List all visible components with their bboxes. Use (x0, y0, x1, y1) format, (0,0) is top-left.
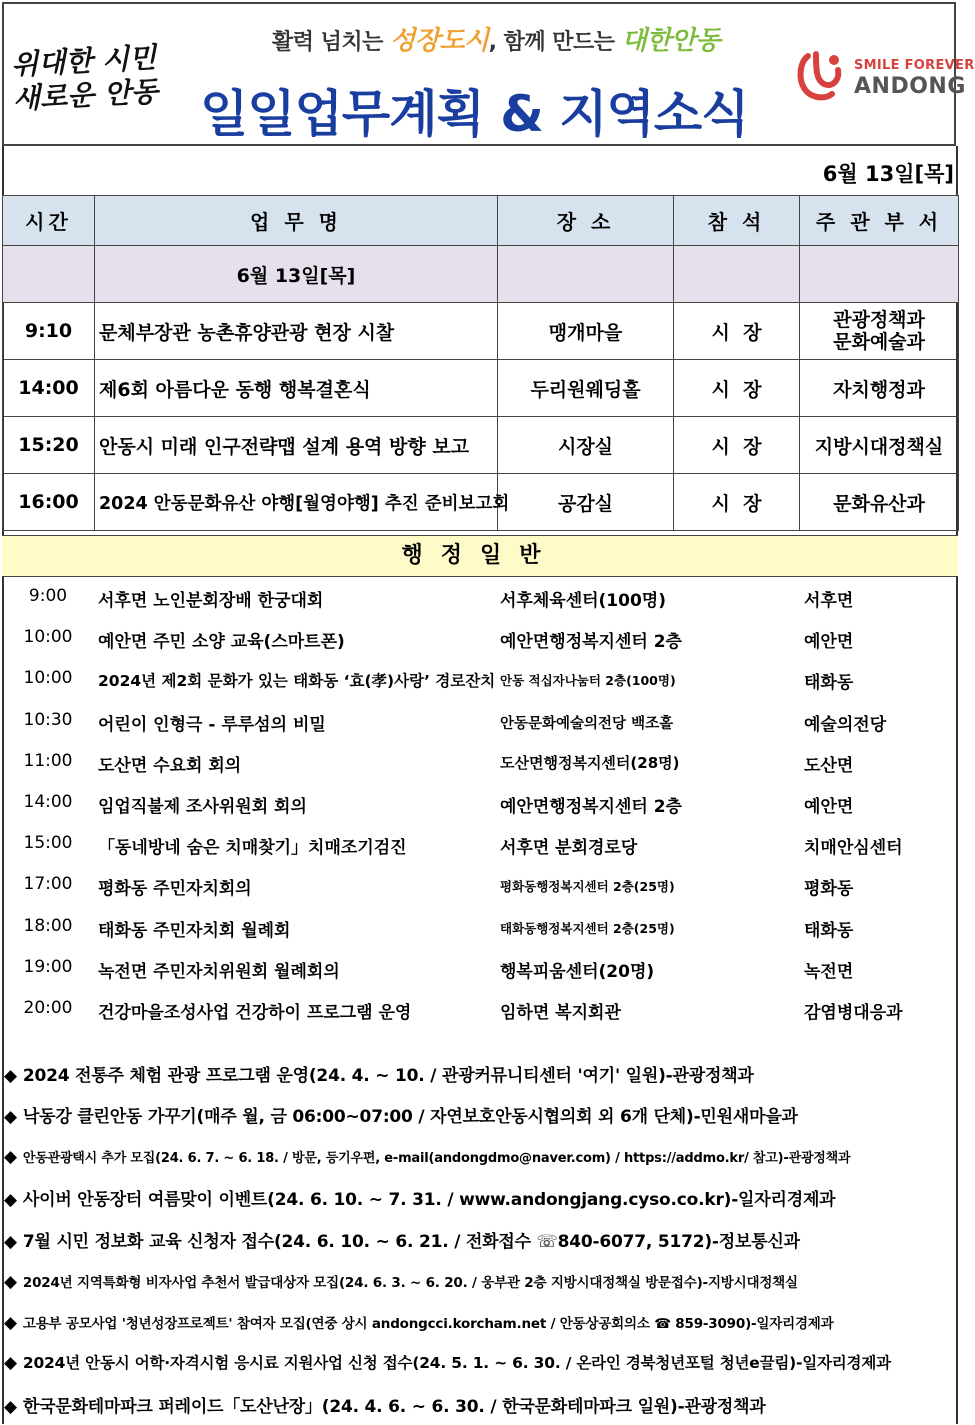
list-item (4, 823, 954, 864)
item-title: 어린이 인형극 - 루루섬의 비밀 (98, 714, 326, 735)
table-row (3, 417, 959, 474)
notice-item (4, 1176, 956, 1217)
item-time: 10:30 (23, 709, 73, 730)
item-place: 임하면 복지회관 (500, 1002, 621, 1023)
item-place: 태화동행정복지센터 2층(25명) (500, 920, 675, 936)
item-title: 도산면 수요회 회의 (98, 755, 242, 776)
list-item (4, 947, 954, 988)
logo-text-smile: SMILE FOREVER (854, 58, 975, 73)
header-time: 시간 (3, 196, 95, 246)
bullet-icon: ◆ (4, 1271, 17, 1292)
item-title: 「동네방네 숨은 치매찾기」치매조기검진 (98, 838, 407, 859)
list-item (4, 906, 954, 947)
item-title: 녹전면 주민자치위원회 월례회의 (98, 961, 340, 982)
slogan-left-line2: 새로운 안동 (12, 74, 159, 116)
item-dept: 예안면 (804, 796, 854, 817)
item-dept: 태화동 (804, 920, 854, 941)
notice-item (4, 1259, 956, 1300)
list-item (4, 617, 954, 658)
row-dept-line1: 관광정책과 (833, 309, 925, 331)
item-place: 예안면행정복지센터 2층 (500, 796, 682, 817)
notice-text: 한국문화테마파크 퍼레이드「도산난장」(24. 4. 6. ~ 6. 30. / 한국문화테마파크 일원)-관광정책과 (22, 1397, 766, 1418)
row-place: 시장실 (498, 417, 674, 474)
date-label: 6월 13일[목] (822, 162, 954, 186)
row-place: 공감실 (498, 474, 674, 531)
row-place: 맹개마을 (498, 303, 674, 360)
notice-text: 2024 전통주 체험 관광 프로그램 운영(24. 4. ~ 10. / 관광커뮤니티센터 '여기' 일원)-관광정책과 (22, 1066, 754, 1086)
page-title: 일일업무계획 & 지역소식 (200, 85, 749, 143)
bullet-icon: ◆ (4, 1146, 17, 1167)
day-row (3, 246, 959, 303)
notice-text: 2024년 안동시 어학·자격시험 응시료 지원사업 신청 접수(24. 5. 1. ~ 6. 30. / 온라인 경북청년포털 청년e끌림)-일자리경제과 (22, 1353, 891, 1372)
day-cell-empty (498, 246, 674, 303)
row-dept: 지방시대정책실 (800, 417, 959, 474)
item-time: 20:00 (23, 997, 73, 1018)
item-time: 15:00 (23, 833, 73, 854)
notice-item (4, 1300, 956, 1341)
row-place: 두리원웨딩홀 (498, 360, 674, 417)
notice-text: 낙동강 클린안동 가꾸기(매주 월, 금 06:00~07:00 / 자연보호안동시협의회 외 6개 단체)-민원새마을과 (22, 1107, 798, 1128)
notice-text: 2024년 지역특화형 비자사업 추천서 발급대상자 모집(24. 6. 3. ~ 6. 20. / 웅부관 2층 지방시대정책실 방문접수)-지방시대정책실 (22, 1274, 798, 1291)
bullet-icon: ◆ (4, 1231, 17, 1252)
item-dept: 도산면 (804, 755, 854, 776)
header-place: 장 소 (498, 196, 674, 246)
row-attend: 시 장 (674, 303, 800, 360)
slogan-top-b: 성장도시 (390, 26, 489, 56)
item-dept: 서후면 (804, 591, 854, 611)
item-title: 예안면 주민 소양 교육(스마트폰) (98, 632, 345, 653)
bullet-icon: ◆ (4, 1190, 17, 1211)
item-place: 안동문화예술의전당 백조홀 (500, 715, 674, 732)
item-title: 태화동 주민자치회 월례회 (98, 920, 291, 941)
row-task: 제6회 아름다운 동행 행복결혼식 (95, 360, 498, 417)
andong-logo (794, 48, 975, 108)
notice-list (4, 1052, 956, 1425)
item-time: 10:00 (23, 627, 73, 648)
list-item (4, 864, 954, 905)
notice-item (4, 1135, 956, 1176)
notice-item (4, 1383, 956, 1424)
schedule-header-row (3, 196, 959, 246)
item-place: 서후체육센터(100명) (500, 591, 666, 611)
item-time: 11:00 (23, 750, 73, 771)
item-place: 행복피움센터(20명) (500, 961, 655, 982)
bullet-icon: ◆ (4, 1066, 17, 1086)
slogan-top-d: 대한안동 (621, 26, 721, 56)
notice-text: 고용부 공모사업 '청년성장프로젝트' 참여자 모집(연중 상시 andongcci.korcham.net / 안동상공회의소 ☎ 859-3090)-일자리경제과 (22, 1316, 834, 1333)
item-title: 서후면 노인분회장배 한궁대회 (98, 591, 324, 611)
table-row (3, 474, 959, 531)
slogan-top-a: 활력 넘치는 (272, 30, 391, 55)
item-dept: 평화동 (804, 879, 854, 900)
bullet-icon: ◆ (4, 1107, 17, 1128)
item-time: 14:00 (23, 791, 73, 812)
bullet-icon: ◆ (4, 1352, 17, 1373)
item-place: 예안면행정복지센터 2층 (500, 632, 682, 653)
row-task: 2024 안동문화유산 야행[월영야행] 추진 준비보고회 (95, 474, 498, 531)
row-task: 문체부장관 농촌휴양관광 현장 시찰 (95, 303, 498, 360)
item-dept: 태화동 (804, 673, 854, 694)
item-place: 안동 적십자나눔터 2층(100명) (500, 673, 676, 689)
item-time: 19:00 (23, 956, 73, 977)
general-list (4, 576, 954, 1029)
day-cell-empty (800, 246, 959, 303)
day-label: 6월 13일[목] (95, 246, 498, 303)
slogan-left-line1: 위대한 시민 (10, 40, 157, 82)
list-item (4, 741, 954, 782)
item-title: 2024년 제2회 문화가 있는 태화동 ‘효(孝)사랑’ 경로잔치 (98, 672, 496, 691)
list-item (4, 988, 954, 1029)
item-title: 건강마을조성사업 건강하이 프로그램 운영 (98, 1002, 412, 1023)
logo-text-andong: ANDONG (854, 74, 966, 99)
notice-item (4, 1052, 956, 1093)
row-dept: 자치행정과 (800, 360, 959, 417)
header-banner (2, 2, 975, 146)
row-time: 16:00 (3, 474, 95, 531)
list-item (4, 658, 954, 699)
header-dept: 주 관 부 서 (800, 196, 959, 246)
item-dept: 감염병대응과 (804, 1002, 903, 1023)
day-cell-empty (3, 246, 95, 303)
item-place: 도산면행정복지센터(28명) (500, 753, 680, 772)
general-section-title: 행정일반 (2, 535, 958, 577)
item-title: 평화동 주민자치회의 (98, 879, 252, 900)
row-attend: 시 장 (674, 474, 800, 531)
header-task: 업 무 명 (95, 196, 498, 246)
row-dept: 문화유산과 (800, 474, 959, 531)
row-dept-line2: 문화예술과 (833, 331, 925, 353)
row-dept (800, 303, 959, 360)
row-task: 안동시 미래 인구전략맵 설계 용역 방향 보고 (95, 417, 498, 474)
bullet-icon: ◆ (4, 1397, 17, 1418)
notice-item (4, 1342, 956, 1383)
bullet-icon: ◆ (4, 1313, 17, 1334)
row-time: 15:20 (3, 417, 95, 474)
slogan-top-c: , 함께 만드는 (488, 30, 622, 55)
item-time: 10:00 (23, 668, 73, 689)
item-time: 18:00 (23, 915, 73, 936)
table-row (3, 303, 959, 360)
header-attend: 참 석 (674, 196, 800, 246)
smile-logo-icon (794, 48, 848, 106)
day-cell-empty (674, 246, 800, 303)
list-item (4, 782, 954, 823)
notice-text: 안동관광택시 추가 모집(24. 6. 7. ~ 6. 18. / 방문, 등기우편, e-mail(andongdmo@naver.com) / https://addmo.kr/ 참고)-관광정책과 (22, 1150, 851, 1166)
notice-text: 7월 시민 정보화 교육 신청자 접수(24. 6. 10. ~ 6. 21. / 전화접수 ☏840-6077, 5172)-정보통신과 (22, 1231, 800, 1252)
slogan-left (10, 40, 183, 117)
schedule-table (2, 195, 959, 531)
item-place: 평화동행정복지센터 2층(25명) (500, 879, 675, 895)
item-dept: 예술의전당 (804, 714, 887, 735)
slogan-top (272, 20, 720, 57)
table-row (3, 360, 959, 417)
notice-item (4, 1218, 956, 1259)
list-item (4, 576, 954, 617)
list-item (4, 700, 954, 741)
item-dept: 치매안심센터 (804, 838, 903, 859)
item-time: 9:00 (28, 586, 68, 606)
item-dept: 녹전면 (804, 961, 854, 982)
row-time: 9:10 (3, 303, 95, 360)
row-attend: 시 장 (674, 417, 800, 474)
notice-item (4, 1093, 956, 1134)
notice-text: 사이버 안동장터 여름맞이 이벤트(24. 6. 10. ~ 7. 31. / www.andongjang.cyso.co.kr)-일자리경제과 (22, 1190, 836, 1211)
row-time: 14:00 (3, 360, 95, 417)
row-attend: 시 장 (674, 360, 800, 417)
item-dept: 예안면 (804, 632, 854, 653)
item-time: 17:00 (23, 874, 73, 895)
item-title: 임업직불제 조사위원회 회의 (98, 796, 307, 817)
item-place: 서후면 분회경로당 (500, 838, 638, 859)
